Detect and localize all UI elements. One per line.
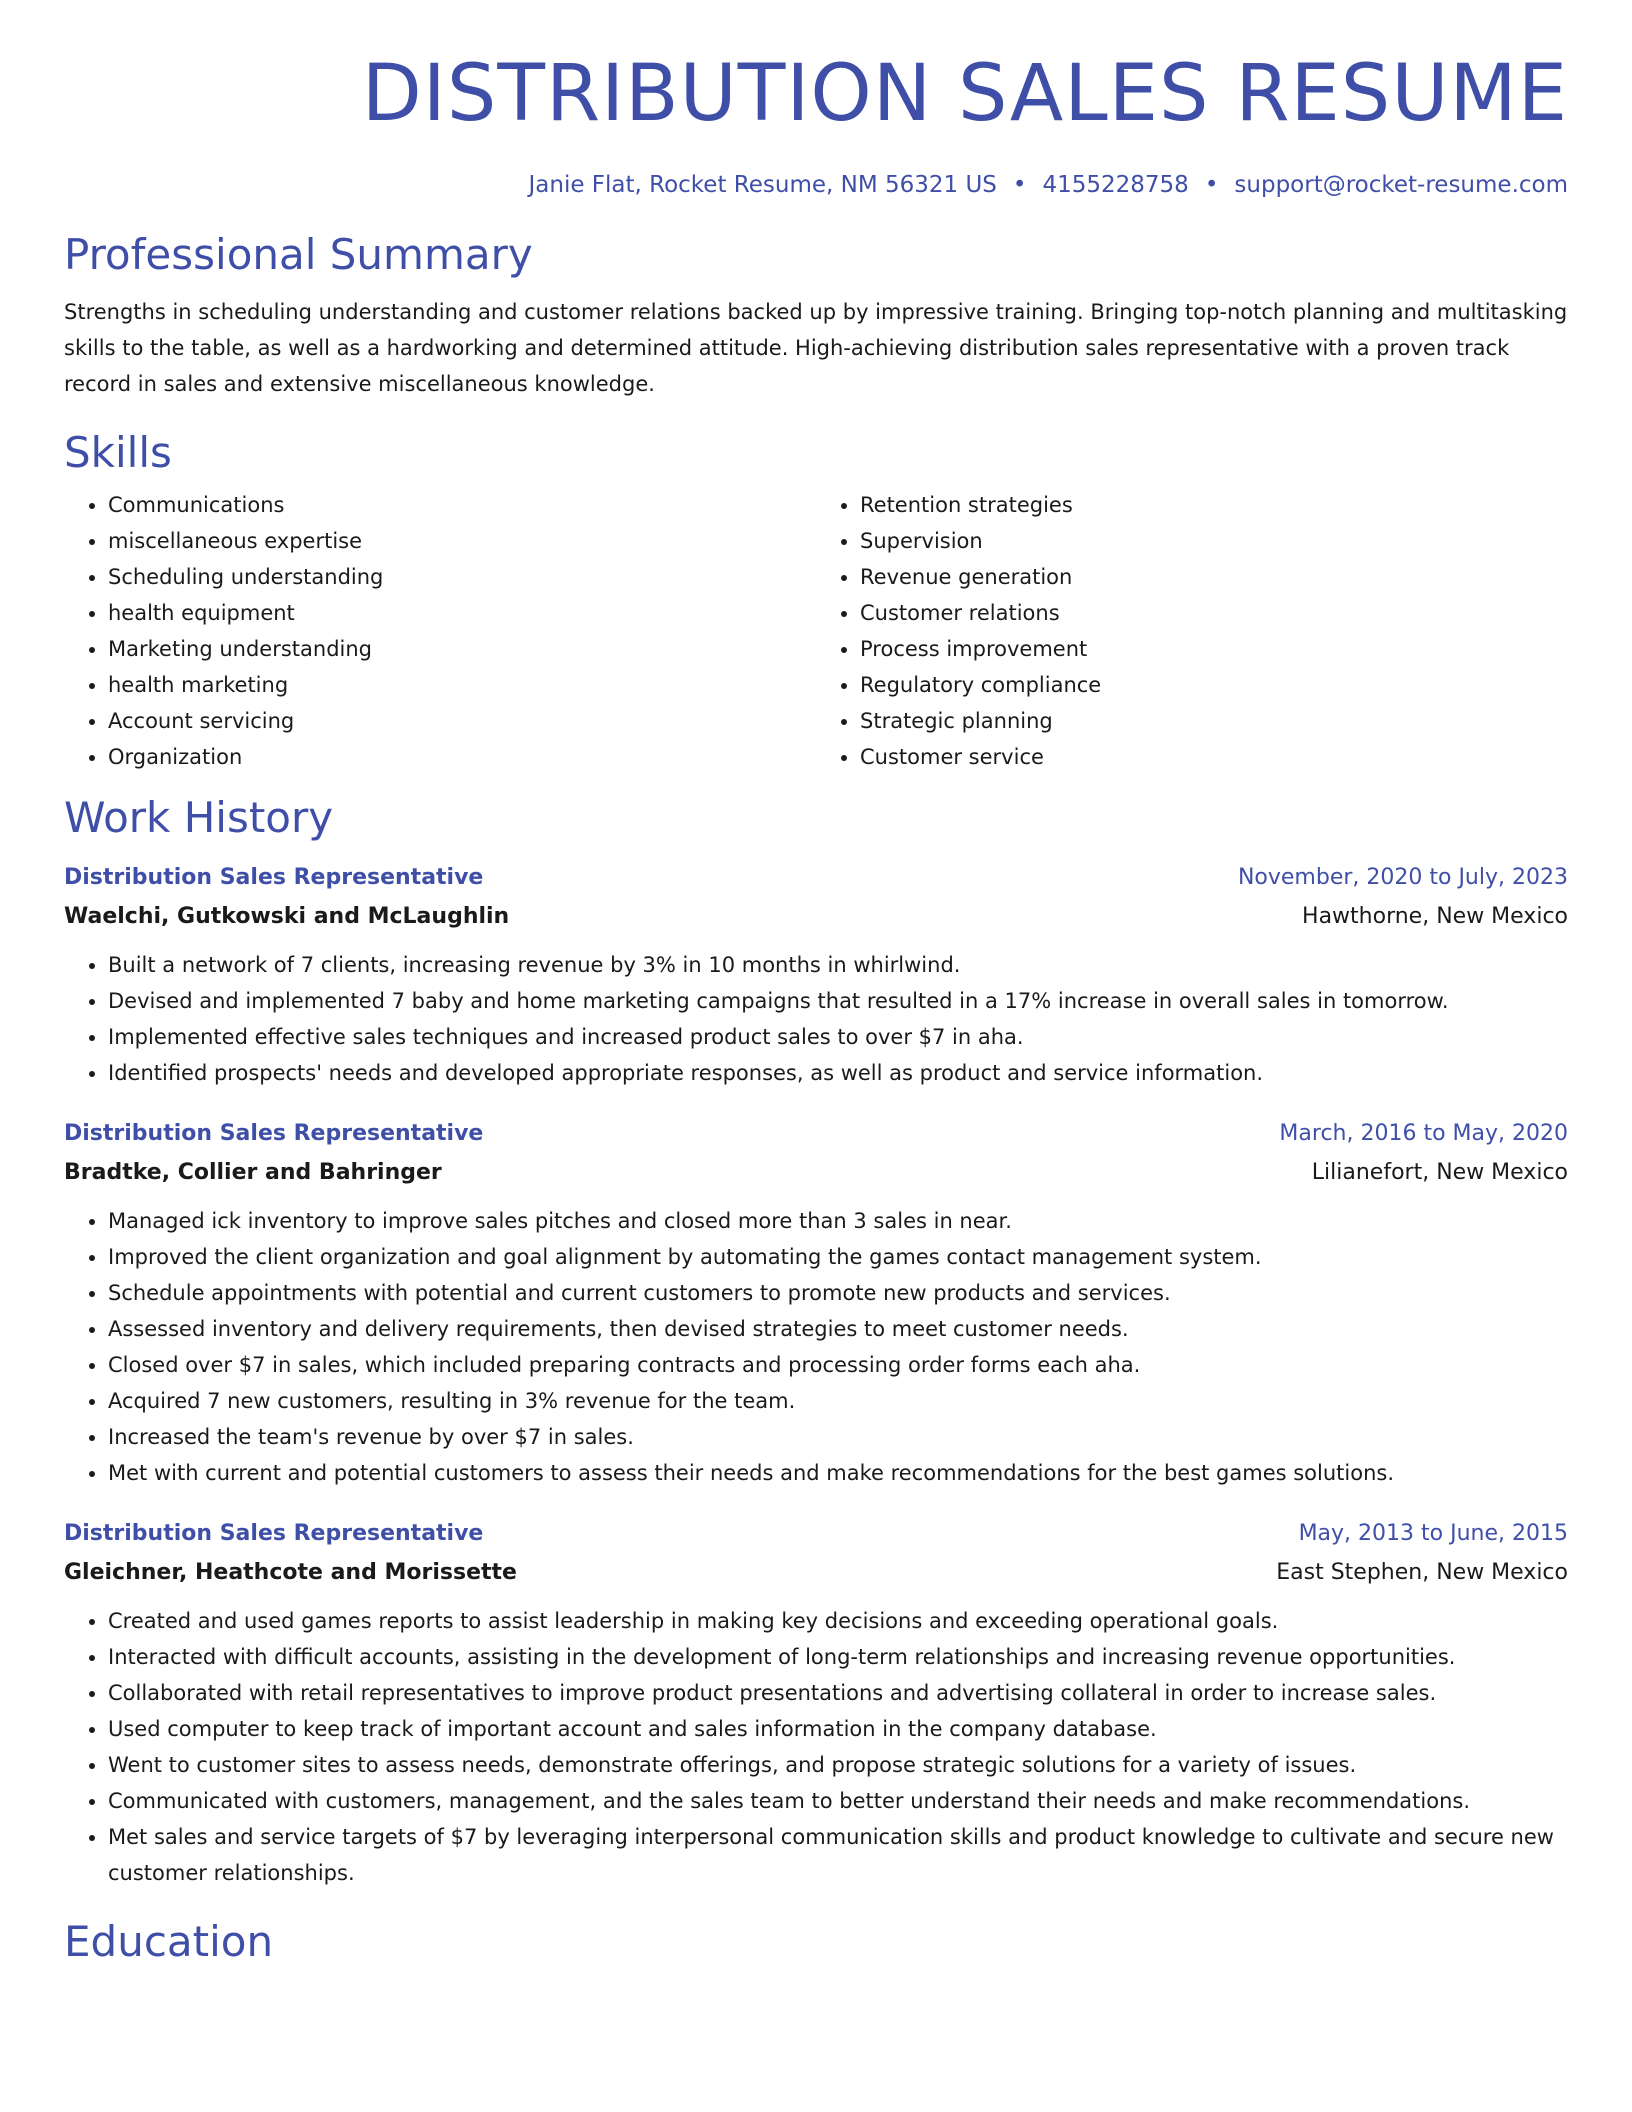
job-title: Distribution Sales Representative <box>64 864 484 890</box>
section-heading-work-history: Work History <box>64 792 334 842</box>
job-dates: March, 2016 to May, 2020 <box>1279 1120 1568 1146</box>
job-entry <box>64 1515 1568 1891</box>
job-bullets <box>64 1603 1568 1891</box>
job-bullet: • Improved the client organization and goal alignment by automating the games contact management system. <box>108 1239 1568 1275</box>
skill-item: • Customer service <box>860 739 1568 775</box>
job-location: Lilianefort, New Mexico <box>1311 1159 1568 1185</box>
job-company-row <box>64 1153 1568 1193</box>
skill-item: • Revenue generation <box>860 559 1568 595</box>
skills-list-left <box>64 487 816 775</box>
skills-list-right <box>816 487 1568 775</box>
job-bullets <box>64 1203 1568 1491</box>
job-bullet: • Implemented effective sales techniques and increased product sales to over $7 in aha. <box>108 1019 1568 1055</box>
job-company: Waelchi, Gutkowski and McLaughlin <box>64 903 510 929</box>
skill-item: • Customer relations <box>860 595 1568 631</box>
job-title-row <box>64 859 1568 897</box>
job-bullet: • Schedule appointments with potential and current customers to promote new products and services. <box>108 1275 1568 1311</box>
summary-text: Strengths in scheduling understanding and customer relations backed up by impressive training. Bringing top-notch planning and multitasking skills to the table, as well as a hardworking and determined attitude. High-achieving distribution sales representative with a proven track record in sales and extensive miscellaneous knowledge. <box>64 300 1568 397</box>
resume-title: DISTRIBUTION SALES RESUME <box>361 49 1568 139</box>
job-bullet: • Acquired 7 new customers, resulting in 3% revenue for the team. <box>108 1383 1568 1419</box>
job-location: Hawthorne, New Mexico <box>1302 903 1568 929</box>
job-company-row <box>64 897 1568 937</box>
job-bullet: • Met sales and service targets of $7 by leveraging interpersonal communication skills and product knowledge to cultivate and secure new customer relationships. <box>108 1819 1568 1891</box>
contact-separator: • <box>1012 171 1027 198</box>
job-title: Distribution Sales Representative <box>64 1120 484 1146</box>
job-bullet: • Managed ick inventory to improve sales pitches and closed more than 3 sales in near. <box>108 1203 1568 1239</box>
skill-item: • Scheduling understanding <box>108 559 816 595</box>
job-bullet: • Closed over $7 in sales, which included preparing contracts and processing order forms each aha. <box>108 1347 1568 1383</box>
skill-item: • Organization <box>108 739 816 775</box>
job-dates: November, 2020 to July, 2023 <box>1237 864 1568 890</box>
skill-item: • Account servicing <box>108 703 816 739</box>
skills-grid <box>64 487 1568 775</box>
job-dates: May, 2013 to June, 2015 <box>1298 1520 1568 1546</box>
contact-line <box>64 172 1568 198</box>
job-title-row <box>64 1115 1568 1153</box>
professional-summary-section <box>64 230 1568 402</box>
skill-item: • Marketing understanding <box>108 631 816 667</box>
section-heading-summary: Professional Summary <box>64 229 533 279</box>
work-history-section <box>64 793 1568 1891</box>
skill-item: • miscellaneous expertise <box>108 523 816 559</box>
resume-header <box>64 0 1568 198</box>
job-bullet: • Assessed inventory and delivery requirements, then devised strategies to meet customer needs. <box>108 1311 1568 1347</box>
job-bullet: • Collaborated with retail representatives to improve product presentations and advertising collateral in order to increase sales. <box>108 1675 1568 1711</box>
job-entry <box>64 859 1568 1091</box>
contact-phone: 4155228758 <box>1042 171 1189 198</box>
job-location: East Stephen, New Mexico <box>1276 1559 1568 1585</box>
education-section <box>64 1917 1568 1967</box>
contact-separator: • <box>1204 171 1219 198</box>
job-company: Gleichner, Heathcote and Morissette <box>64 1559 517 1585</box>
job-bullet: • Went to customer sites to assess needs, demonstrate offerings, and propose strategic solutions for a variety of issues. <box>108 1747 1568 1783</box>
job-company-row <box>64 1553 1568 1593</box>
skill-item: • Communications <box>108 487 816 523</box>
skill-item: • Regulatory compliance <box>860 667 1568 703</box>
job-bullet: • Met with current and potential customers to assess their needs and make recommendations for the best games solutions. <box>108 1455 1568 1491</box>
job-bullet: • Used computer to keep track of important account and sales information in the company database. <box>108 1711 1568 1747</box>
job-bullet: • Communicated with customers, management, and the sales team to better understand their needs and make recommendations. <box>108 1783 1568 1819</box>
job-company: Bradtke, Collier and Bahringer <box>64 1159 442 1185</box>
job-bullet: • Built a network of 7 clients, increasing revenue by 3% in 10 months in whirlwind. <box>108 947 1568 983</box>
skill-item: • health marketing <box>108 667 816 703</box>
section-heading-education: Education <box>64 1916 274 1966</box>
job-bullet: • Identified prospects' needs and developed appropriate responses, as well as product and service information. <box>108 1055 1568 1091</box>
skill-item: • Process improvement <box>860 631 1568 667</box>
skill-item: • Strategic planning <box>860 703 1568 739</box>
job-entry <box>64 1115 1568 1491</box>
job-bullets <box>64 947 1568 1091</box>
contact-email: support@rocket-resume.com <box>1234 171 1568 198</box>
contact-address: Janie Flat, Rocket Resume, NM 56321 US <box>528 171 997 198</box>
job-title-row <box>64 1515 1568 1553</box>
skills-section <box>64 428 1568 774</box>
job-title: Distribution Sales Representative <box>64 1520 484 1546</box>
skill-item: • health equipment <box>108 595 816 631</box>
skill-item: • Supervision <box>860 523 1568 559</box>
section-heading-skills: Skills <box>64 428 172 478</box>
job-bullet: • Increased the team's revenue by over $7 in sales. <box>108 1419 1568 1455</box>
job-bullet: • Interacted with difficult accounts, assisting in the development of long-term relationships and increasing revenue opportunities. <box>108 1639 1568 1675</box>
job-bullet: • Created and used games reports to assist leadership in making key decisions and exceeding operational goals. <box>108 1603 1568 1639</box>
skill-item: • Retention strategies <box>860 487 1568 523</box>
job-bullet: • Devised and implemented 7 baby and home marketing campaigns that resulted in a 17% increase in overall sales in tomorrow. <box>108 983 1568 1019</box>
